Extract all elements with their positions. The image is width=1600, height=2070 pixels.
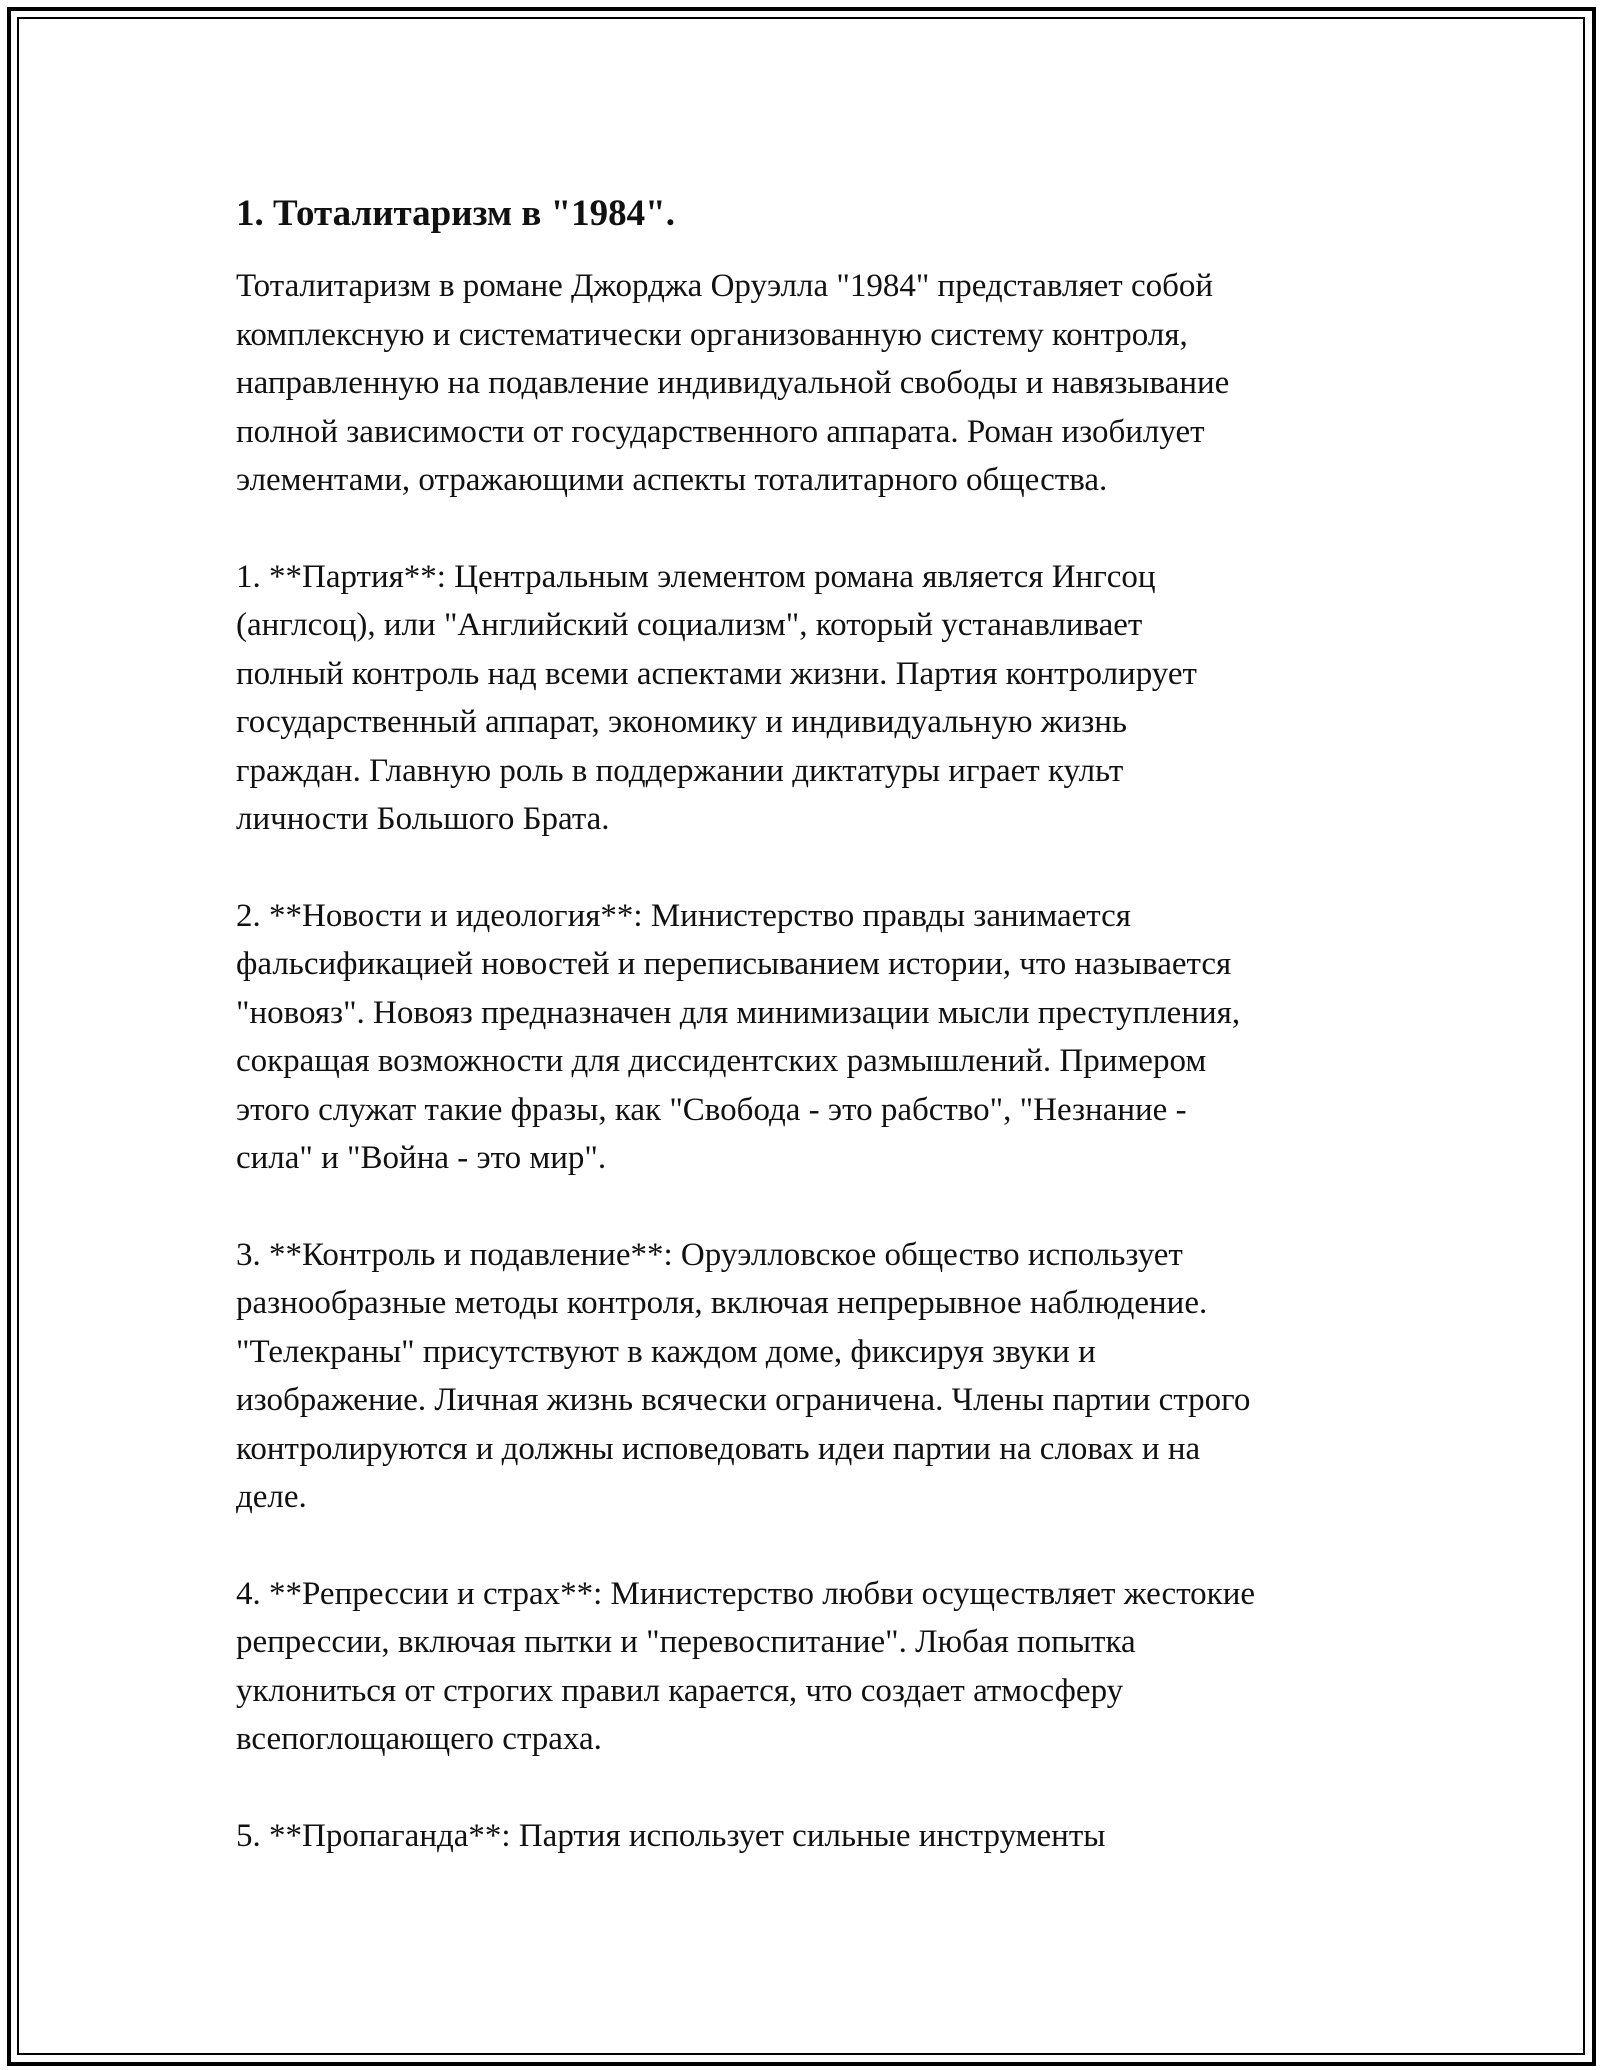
paragraph [236, 553, 1406, 844]
text-line: полной зависимости от государственного аппарата. Роман изобилует [236, 413, 1205, 450]
text-line: репрессии, включая пытки и "перевоспитание". Любая попытка [236, 1624, 1136, 1660]
text-line: (англсоц), или "Английский социализм", который устанавливает [236, 607, 1143, 643]
text-line: сокращая возможности для диссидентских размышлений. Примером [236, 1043, 1207, 1079]
text-line: государственный аппарат, экономику и индивидуальную жизнь [236, 704, 1127, 740]
text-line: фальсификацией новостей и переписыванием истории, что называется [236, 946, 1232, 982]
paragraph [236, 262, 1406, 505]
text-line: 1. **Партия**: Центральным элементом романа является Ингсоц [236, 558, 1156, 595]
text-line: полный контроль над всеми аспектами жизни. Партия контролирует [236, 655, 1197, 692]
text-line: личности Большого Брата. [236, 801, 610, 837]
text-line: деле. [236, 1479, 307, 1515]
text-line: контролируются и должны исповедовать идеи партии на словах и на [236, 1430, 1201, 1467]
text-line: элементами, отражающими аспекты тоталитарного общества. [236, 462, 1108, 498]
text-line: разнообразные методы контроля, включая непрерывное наблюдение. [236, 1285, 1208, 1321]
document-title: 1. Тоталитаризм в "1984". [236, 193, 675, 234]
text-line: этого служат такие фразы, как "Свобода - это рабство", "Незнание - [236, 1091, 1187, 1128]
text-line: граждан. Главную роль в поддержании диктатуры играет культ [236, 752, 1124, 789]
document-page [236, 188, 1406, 1908]
paragraph [236, 1231, 1406, 1522]
document-body [236, 262, 1406, 1860]
text-line: 2. **Новости и идеология**: Министерство правды занимается [236, 897, 1131, 934]
text-line: "Телекраны" присутствуют в каждом доме, фиксируя звуки и [236, 1333, 1096, 1370]
text-line: сила" и "Война - это мир". [236, 1140, 607, 1176]
text-line: уклониться от строгих правил карается, что создает атмосферу [236, 1672, 1124, 1709]
text-line: 4. **Репрессии и страх**: Министерство любви осуществляет жестокие [236, 1575, 1256, 1612]
paragraph [236, 1570, 1406, 1764]
text-line: направленную на подавление индивидуальной свободы и навязывание [236, 365, 1230, 401]
text-line: "новояз". Новояз предназначен для минимизации мысли преступления, [236, 994, 1241, 1031]
text-line: 3. **Контроль и подавление**: Оруэлловское общество использует [236, 1236, 1183, 1273]
paragraph [236, 892, 1406, 1183]
text-line: 5. **Пропаганда**: Партия использует сильные инструменты [236, 1817, 1106, 1854]
text-line: Тоталитаризм в романе Джорджа Оруэлла "1984" представляет собой [236, 268, 1214, 304]
text-line: изображение. Личная жизнь всячески ограничена. Члены партии строго [236, 1382, 1251, 1418]
text-line: всепоглощающего страха. [236, 1721, 602, 1757]
paragraph [236, 1812, 1406, 1861]
text-line: комплексную и систематически организованную систему контроля, [236, 316, 1188, 353]
